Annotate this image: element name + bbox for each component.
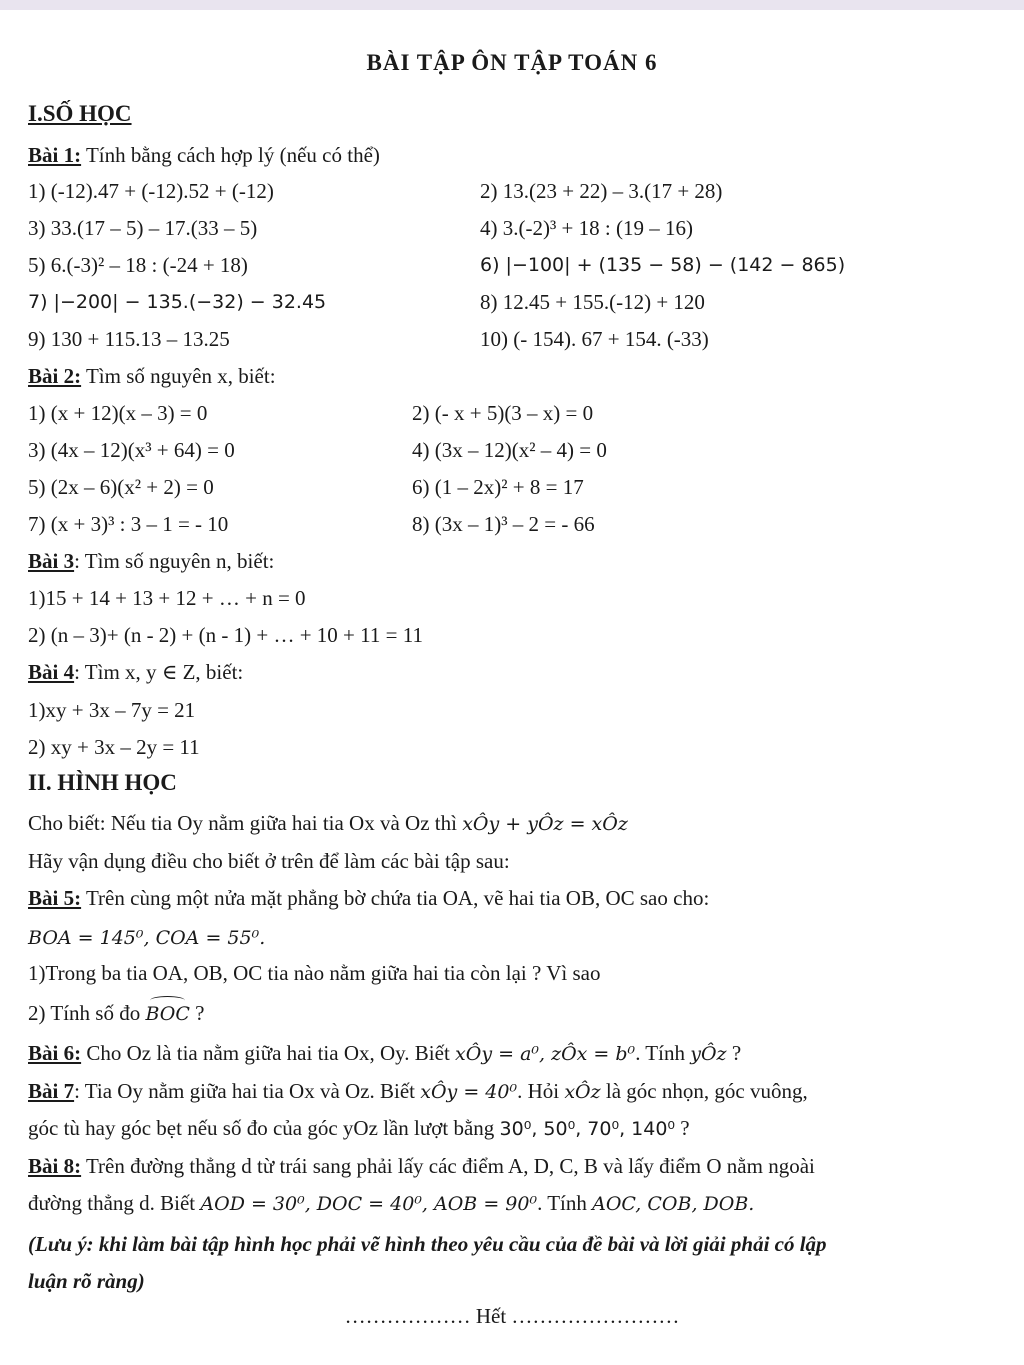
exercise-text: : Tìm số nguyên n, biết: <box>74 549 275 573</box>
problem-item: 6) |−100| + (135 − 58) − (142 − 865) <box>480 254 846 276</box>
problem-item: 8) (3x – 1)³ – 2 = - 66 <box>412 512 595 536</box>
problem-item: 5) 6.(-3)² – 18 : (-24 + 18) <box>28 253 248 277</box>
exercise-4-heading <box>28 659 243 685</box>
exercise-7-heading <box>28 1078 808 1105</box>
exercise-text: Tính bằng cách hợp lý (nếu có thể) <box>85 143 380 167</box>
exercise-text: Tìm số nguyên x, biết: <box>85 364 276 388</box>
end-marker: ……………… Hết …………………… <box>344 1304 680 1328</box>
note-line: luận rõ ràng) <box>28 1269 145 1293</box>
problem-item: 2) xy + 3x – 2y = 11 <box>28 735 200 759</box>
question-item <box>28 1000 204 1027</box>
exercise-text: . Hỏi <box>517 1079 560 1103</box>
angle-given-formula: AOD = 30⁰, DOC = 40⁰, AOB = 90⁰ <box>200 1193 538 1215</box>
exercise-text: góc tù hay góc bẹt nếu số đo của góc yOz lần lượt bằng <box>28 1116 495 1140</box>
problem-item: 5) (2x – 6)(x² + 2) = 0 <box>28 475 214 499</box>
exercise-label: Bài 7 <box>28 1079 75 1103</box>
exercise-8-heading <box>28 1153 815 1179</box>
exercise-7-line-2 <box>28 1115 690 1142</box>
question-text: 2) Tính số đo <box>28 1001 141 1025</box>
exercise-1-heading <box>28 142 380 168</box>
exercise-label: Bài 3 <box>28 549 75 573</box>
exercise-text: Trên cùng một nửa mặt phẳng bờ chứa tia OA, vẽ hai tia OB, OC sao cho: <box>85 886 710 910</box>
angle-given-formula: BOA = 145⁰, COA = 55⁰. <box>28 927 266 949</box>
problem-item: 1) (x + 12)(x – 3) = 0 <box>28 401 208 425</box>
angle-sum-formula: xÔy + yÔz = xÔz <box>462 813 628 835</box>
problem-item: 7) |−200| − 135.(−32) − 32.45 <box>28 291 327 313</box>
exercise-2-heading <box>28 363 276 389</box>
question-end: ? <box>675 1116 690 1140</box>
problem-item: 3) 33.(17 – 5) – 17.(33 – 5) <box>28 216 258 240</box>
problem-item: 10) (- 154). 67 + 154. (-33) <box>480 327 709 351</box>
problem-item: 7) (x + 3)³ : 3 – 1 = - 10 <box>28 512 229 536</box>
exercise-8-line-2 <box>28 1190 754 1217</box>
geometry-intro-line: Hãy vận dụng điều cho biết ở trên để làm các bài tập sau: <box>28 849 510 873</box>
geometry-intro-line <box>28 810 628 837</box>
exercise-label: Bài 1: <box>28 143 82 167</box>
problem-item: 2) 13.(23 + 22) – 3.(17 + 28) <box>480 179 723 203</box>
problem-item: 1)15 + 14 + 13 + 12 + … + n = 0 <box>28 586 306 610</box>
problem-item: 6) (1 – 2x)² + 8 = 17 <box>412 475 584 499</box>
exercise-text: là góc nhọn, góc vuông, <box>605 1079 808 1103</box>
section-heading-arithmetic: I.SỐ HỌC <box>28 101 132 126</box>
exercise-3-heading <box>28 548 274 574</box>
note-line: (Lưu ý: khi làm bài tập hình học phải vẽ hình theo yêu cầu của đề bài và lời giải phải có lập <box>28 1232 827 1256</box>
exercise-label: Bài 5: <box>28 886 82 910</box>
exercise-text: đường thẳng d. Biết <box>28 1191 196 1215</box>
problem-item: 1)xy + 3x – 7y = 21 <box>28 698 196 722</box>
exercise-text: Cho Oz là tia nằm giữa hai tia Ox, Oy. Biết <box>86 1041 450 1065</box>
problem-item: 2) (- x + 5)(3 – x) = 0 <box>412 401 594 425</box>
problem-item: 8) 12.45 + 155.(-12) + 120 <box>480 290 705 314</box>
exercise-5-heading <box>28 885 709 911</box>
exercise-text: : Tia Oy nằm giữa hai tia Ox và Oz. Biết <box>74 1079 416 1103</box>
exercise-6-heading <box>28 1040 741 1067</box>
angle-ask: yÔz <box>690 1043 727 1065</box>
angle-boc: BOC <box>145 1003 190 1025</box>
problem-item: 2) (n – 3)+ (n - 2) + (n - 1) + … + 10 + 11 = 11 <box>28 623 423 647</box>
exercise-label: Bài 2: <box>28 364 82 388</box>
problem-item: 9) 130 + 115.13 – 13.25 <box>28 327 230 351</box>
problem-item: 1) (-12).47 + (-12).52 + (-12) <box>28 179 274 203</box>
intro-text: Cho biết: Nếu tia Oy nằm giữa hai tia Ox và Oz thì <box>28 811 457 835</box>
problem-item: 4) (3x – 12)(x² – 4) = 0 <box>412 438 607 462</box>
angle-values: 30⁰, 50⁰, 70⁰, 140⁰ <box>499 1118 676 1140</box>
document-title: BÀI TẬP ÔN TẬP TOÁN 6 <box>366 50 658 75</box>
angle-given-formula: xÔy = a⁰, zÔx = b⁰ <box>455 1043 636 1065</box>
exercise-text: Trên đường thẳng d từ trái sang phải lấy các điểm A, D, C, B và lấy điểm O nằm ngoài <box>85 1154 815 1178</box>
problem-item: 3) (4x – 12)(x³ + 64) = 0 <box>28 438 235 462</box>
exercise-text: . Tính <box>537 1191 587 1215</box>
angle-given-formula: xÔy = 40⁰ <box>420 1081 518 1103</box>
exercise-text: . Tính <box>635 1041 685 1065</box>
exercise-label: Bài 8: <box>28 1154 82 1178</box>
angle-ask: xÔz <box>564 1081 601 1103</box>
angle-ask: AOC, COB, DOB. <box>592 1193 755 1215</box>
exercise-text: : Tìm x, y ∈ Z, biết: <box>74 660 244 684</box>
question-end: ? <box>726 1041 742 1065</box>
question-item: 1)Trong ba tia OA, OB, OC tia nào nằm giữa hai tia còn lại ? Vì sao <box>28 961 601 985</box>
exercise-label: Bài 4 <box>28 660 75 684</box>
question-end: ? <box>189 1001 205 1025</box>
problem-item: 4) 3.(-2)³ + 18 : (19 – 16) <box>480 216 693 240</box>
exercise-label: Bài 6: <box>28 1041 82 1065</box>
section-heading-geometry: II. HÌNH HỌC <box>28 770 177 795</box>
